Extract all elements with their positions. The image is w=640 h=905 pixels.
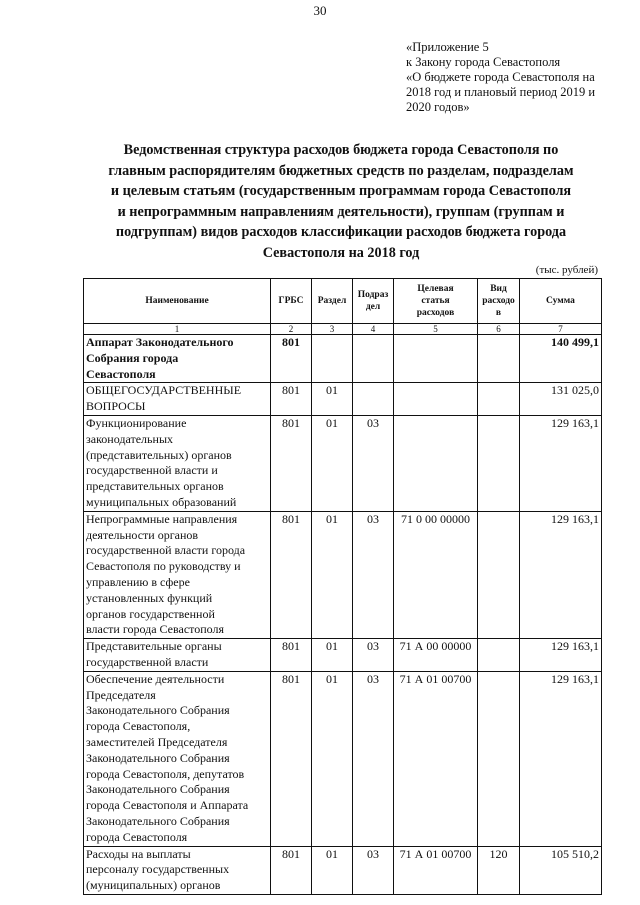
subsection-cell — [353, 383, 394, 416]
table-row — [84, 383, 602, 416]
column-header — [84, 279, 271, 324]
amount-cell: 105 510,2 — [520, 846, 602, 894]
column-header-line: статья — [421, 296, 450, 306]
grbs-cell: 801 — [271, 335, 312, 383]
target-article-cell: 71 А 01 00700 — [394, 671, 478, 846]
name-line: города Севастополя, депутатов — [86, 766, 245, 781]
table-row — [84, 639, 602, 672]
name-line: Представительные органы — [86, 639, 222, 654]
table-row — [84, 671, 602, 846]
appendix-line: «Приложение 5 — [406, 40, 489, 54]
name-cell — [84, 511, 271, 638]
name-line: Председателя — [86, 687, 156, 702]
column-number: 1 — [84, 324, 271, 335]
expense-type-cell — [478, 415, 520, 511]
amount-cell: 129 163,1 — [520, 671, 602, 846]
subsection-cell: 03 — [353, 415, 394, 511]
appendix-note — [406, 40, 616, 115]
column-header-line: Вид — [490, 284, 507, 294]
target-article-cell — [394, 335, 478, 383]
subsection-cell: 03 — [353, 639, 394, 672]
name-line: Законодательного Собрания — [86, 750, 230, 765]
target-article-cell: 71 А 00 00000 — [394, 639, 478, 672]
column-header-line: расходов — [416, 308, 455, 318]
section-cell: 01 — [312, 671, 353, 846]
table-row — [84, 335, 602, 383]
amount-cell: 129 163,1 — [520, 639, 602, 672]
appendix-line: «О бюджете города Севастополя на — [406, 70, 595, 84]
amount-cell: 129 163,1 — [520, 415, 602, 511]
name-line: государственной власти — [86, 654, 209, 669]
column-header-line: расходо — [482, 296, 515, 306]
title-line: Севастополя на 2018 год — [262, 244, 420, 261]
table-header-row — [84, 279, 602, 324]
title-line: и непрограммным направлениям деятельности), группам (группам и — [117, 203, 565, 220]
subsection-cell — [353, 335, 394, 383]
section-cell: 01 — [312, 511, 353, 638]
grbs-cell: 801 — [271, 671, 312, 846]
column-header-line: Сумма — [546, 296, 575, 306]
grbs-cell: 801 — [271, 415, 312, 511]
grbs-cell: 801 — [271, 846, 312, 894]
grbs-cell: 801 — [271, 511, 312, 638]
column-header-line: Подраз — [357, 290, 389, 300]
column-header-line: Раздел — [317, 296, 347, 306]
column-number: 7 — [520, 324, 602, 335]
target-article-cell: 71 А 01 00700 — [394, 846, 478, 894]
name-line: Расходы на выплаты — [86, 846, 191, 861]
name-line: органов государственной — [86, 606, 215, 621]
column-header — [394, 279, 478, 324]
amount-cell: 129 163,1 — [520, 511, 602, 638]
subsection-cell: 03 — [353, 511, 394, 638]
amount-cell: 140 499,1 — [520, 335, 602, 383]
title-line: главным распорядителям бюджетных средств по разделам, подразделам — [108, 162, 574, 179]
units-label: (тыс. рублей) — [535, 264, 598, 276]
budget-table — [83, 278, 602, 895]
column-header — [312, 279, 353, 324]
section-cell: 01 — [312, 415, 353, 511]
section-cell — [312, 335, 353, 383]
name-line: Функционирование — [86, 415, 187, 430]
column-number: 6 — [478, 324, 520, 335]
column-header — [353, 279, 394, 324]
column-number: 5 — [394, 324, 478, 335]
column-header-line: Наименование — [145, 296, 209, 306]
column-header — [271, 279, 312, 324]
name-line: власти города Севастополя — [86, 622, 225, 637]
name-line: муниципальных образований — [86, 494, 237, 509]
title-line: и целевым статьям (государственным программам города Севастополя — [110, 183, 572, 199]
table-row — [84, 415, 602, 511]
table-row — [84, 511, 602, 638]
name-line: города Севастополя и Аппарата — [86, 798, 249, 813]
name-line: (представительных) органов — [86, 447, 232, 462]
expense-type-cell — [478, 511, 520, 638]
name-line: Законодательного Собрания — [86, 813, 230, 828]
name-line: ОБЩЕГОСУДАРСТВЕННЫЕ — [86, 383, 242, 398]
table-row — [84, 846, 602, 894]
name-line: ВОПРОСЫ — [86, 399, 146, 414]
title-line: Ведомственная структура расходов бюджета города Севастополя по — [123, 142, 559, 158]
subsection-cell: 03 — [353, 846, 394, 894]
name-line: государственной власти города — [86, 543, 246, 558]
document-title — [70, 140, 612, 263]
name-cell — [84, 335, 271, 383]
name-cell — [84, 639, 271, 672]
name-line: установленных функций — [86, 590, 213, 605]
table-body — [84, 335, 602, 895]
name-cell — [84, 671, 271, 846]
column-header-line: Целевая — [417, 284, 454, 294]
appendix-line: 2020 годов» — [406, 100, 470, 114]
name-line: Законодательного Собрания — [86, 703, 230, 718]
section-cell: 01 — [312, 639, 353, 672]
expense-type-cell — [478, 383, 520, 416]
subsection-cell: 03 — [353, 671, 394, 846]
column-header — [478, 279, 520, 324]
name-line: города Севастополя, — [86, 719, 191, 734]
target-article-cell — [394, 415, 478, 511]
column-number: 2 — [271, 324, 312, 335]
column-number: 4 — [353, 324, 394, 335]
column-number: 3 — [312, 324, 353, 335]
grbs-cell: 801 — [271, 383, 312, 416]
column-header-line: в — [495, 308, 502, 318]
name-line: (муниципальных) органов — [86, 878, 221, 893]
expense-type-cell: 120 — [478, 846, 520, 894]
name-line: Севастополя — [86, 366, 156, 381]
name-cell — [84, 415, 271, 511]
name-cell — [84, 383, 271, 416]
name-line: заместителей Председателя — [86, 734, 228, 749]
grbs-cell: 801 — [271, 639, 312, 672]
name-line: представительных органов — [86, 479, 224, 494]
page-number: 30 — [313, 3, 327, 18]
expense-type-cell — [478, 671, 520, 846]
section-cell: 01 — [312, 846, 353, 894]
expense-type-cell — [478, 335, 520, 383]
appendix-line: 2018 год и плановый период 2019 и — [406, 85, 596, 99]
name-line: Севастополя по руководству и — [86, 559, 241, 574]
appendix-line: к Закону города Севастополя — [406, 55, 561, 69]
name-line: Непрограммные направления — [86, 511, 238, 526]
name-line: управлению в сфере — [86, 574, 190, 589]
target-article-cell: 71 0 00 00000 — [394, 511, 478, 638]
column-header-line: ГРБС — [278, 296, 304, 306]
target-article-cell — [394, 383, 478, 416]
name-line: персоналу государственных — [86, 862, 230, 877]
name-line: законодательных — [86, 431, 173, 446]
name-cell — [84, 846, 271, 894]
column-number-row — [84, 324, 602, 335]
name-line: Обеспечение деятельности — [86, 671, 225, 686]
name-line: Законодательного Собрания — [86, 782, 230, 797]
section-cell: 01 — [312, 383, 353, 416]
title-line: подгруппам) видов расходов классификации расходов бюджета города — [115, 224, 567, 240]
name-line: города Севастополя — [86, 829, 188, 844]
column-header — [520, 279, 602, 324]
name-line: Аппарат Законодательного — [86, 335, 234, 349]
amount-cell: 131 025,0 — [520, 383, 602, 416]
expense-type-cell — [478, 639, 520, 672]
name-line: государственной власти и — [86, 463, 218, 478]
name-line: Собрания города — [86, 350, 179, 365]
name-line: деятельности органов — [86, 527, 199, 542]
column-header-line: дел — [365, 302, 381, 312]
